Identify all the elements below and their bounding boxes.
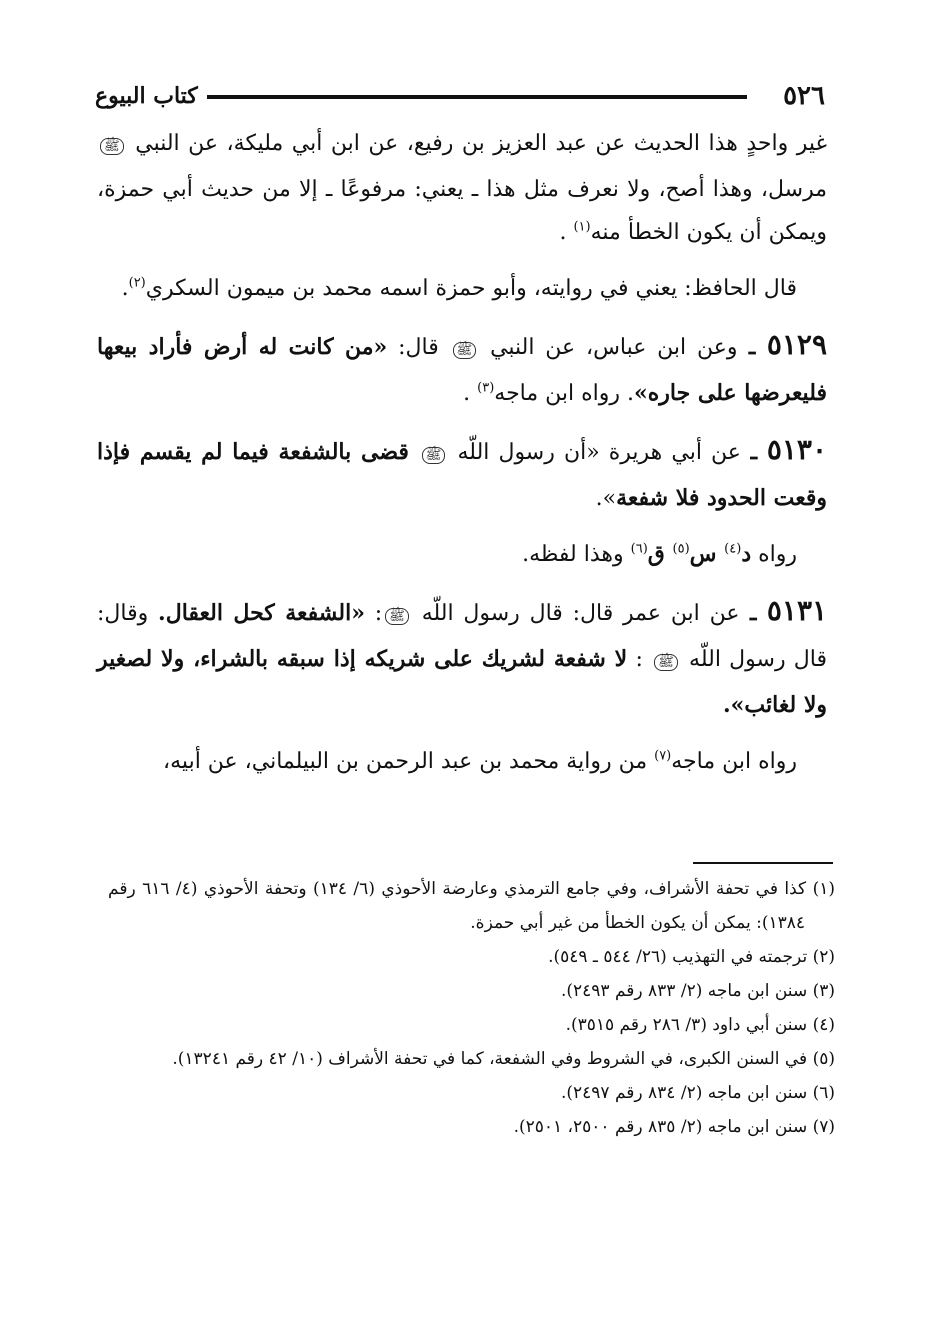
source-prefix: رواه bbox=[751, 542, 797, 567]
source-abu-dawud: د bbox=[741, 541, 752, 567]
hadith-5129-after: . رواه ابن ماجه bbox=[494, 381, 635, 406]
footnote-2: (٢) ترجمته في التهذيب (٢٦/ ٥٤٤ ـ ٥٤٩). bbox=[548, 947, 835, 967]
hadith-5129-quote: «من كانت له أرض فأراد بيعها فليعرضها على جاره» bbox=[97, 334, 827, 406]
source-nasai: س bbox=[689, 541, 725, 567]
hadith-5131 bbox=[97, 589, 827, 727]
hadith-5130-source bbox=[97, 533, 827, 576]
p1-text-before: غير واحدٍ هذا الحديث عن عبد العزيز بن رفيع، عن ابن أبي مليكة، عن النبي bbox=[135, 131, 827, 156]
footnote-ref-7[interactable]: (٧) bbox=[654, 748, 672, 764]
footnote-6: (٦) سنن ابن ماجه (٢/ ٨٣٤ رقم ٢٤٩٧). bbox=[560, 1083, 835, 1103]
footnote-ref-3[interactable]: (٣) bbox=[477, 380, 495, 396]
footnote-ref-2[interactable]: (٢) bbox=[128, 275, 146, 291]
hadith-5131-quote-1: «الشفعة كحل العقال. bbox=[158, 600, 365, 626]
footnote-ref-5[interactable]: (٥) bbox=[672, 541, 690, 557]
footnote-4: (٤) سنن أبي داود (٣/ ٢٨٦ رقم ٣٥١٥). bbox=[565, 1015, 835, 1035]
hadith-5131-colon: : bbox=[364, 601, 383, 626]
hadith-5130-before: عن أبي هريرة «أن رسول اللّه bbox=[457, 440, 741, 465]
paragraph-2 bbox=[97, 267, 827, 310]
paragraph-last bbox=[97, 740, 827, 783]
hadith-5130-quote: قضى بالشفعة فيما لم يقسم فإذا وقعت الحدود فلا شفعة bbox=[97, 439, 827, 511]
hadith-5131-colon-2: : bbox=[627, 647, 652, 672]
page-header bbox=[95, 78, 825, 118]
hadith-number: ٥١٢٩ bbox=[766, 328, 827, 361]
p1-text-after: مرسل، وهذا أصح، ولا نعرف مثل هذا ـ يعني: مرفوعًا ـ إلا من حديث أبي حمزة، ويمكن أن يكون الخطأ منه bbox=[97, 177, 827, 245]
hadith-dash: ـ bbox=[739, 600, 767, 626]
honorific-icon: ﷺ bbox=[100, 138, 124, 155]
footnote-1: (١) كذا في تحفة الأشراف، وفي جامع الترمذي وعارضة الأحوذي (٦/ ١٣٤) وتحفة الأحوذي (٤/ ٦١٦ رقم ١٣٨٤): يمكن أن يكون الخطأ من غير أبي حمزة. bbox=[108, 879, 835, 933]
hadith-dash: ـ bbox=[740, 439, 767, 465]
paragraph-1 bbox=[97, 122, 827, 254]
footnote-ref-6[interactable]: (٦) bbox=[630, 541, 648, 557]
footnote-7: (٧) سنن ابن ماجه (٢/ ٨٣٥ رقم ٢٥٠٠، ٢٥٠١). bbox=[513, 1117, 835, 1137]
p1-end: . bbox=[559, 220, 574, 245]
header-rule bbox=[207, 95, 747, 99]
honorific-icon: ﷺ bbox=[654, 654, 678, 671]
footnote-3: (٣) سنن ابن ماجه (٢/ ٨٣٣ رقم ٢٤٩٣). bbox=[560, 981, 835, 1001]
footnote-ref-1[interactable]: (١) bbox=[573, 219, 591, 235]
honorific-icon: ﷺ bbox=[453, 342, 477, 359]
hadith-5131-said-2: وقال: قال رسول اللّه bbox=[97, 601, 827, 672]
p2-text: قال الحافظ: يعني في روايته، وأبو حمزة اسمه محمد بن ميمون السكري bbox=[145, 276, 797, 301]
hadith-5129 bbox=[97, 323, 827, 415]
footnote-5: (٥) في السنن الكبرى، في الشروط وفي الشفعة، كما في تحفة الأشراف (١٠/ ٤٢ رقم ١٣٢٤١). bbox=[172, 1049, 835, 1069]
book-title: كتاب البيوع bbox=[95, 83, 198, 109]
p2-end: . bbox=[121, 276, 129, 301]
footnote-separator bbox=[693, 862, 833, 864]
page-number: ٥٢٦ bbox=[783, 81, 825, 111]
source-suffix: وهذا لفظه. bbox=[522, 542, 631, 567]
hadith-dash: ـ bbox=[737, 334, 767, 360]
main-text bbox=[97, 122, 827, 783]
source-ibn-majah: ق bbox=[647, 541, 673, 567]
p-last-before: رواه ابن ماجه bbox=[671, 749, 797, 774]
hadith-number: ٥١٣٠ bbox=[766, 433, 827, 466]
honorific-icon: ﷺ bbox=[385, 608, 409, 625]
hadith-number: ٥١٣١ bbox=[766, 594, 828, 627]
hadith-5131-quote-2: لا شفعة لشريك على شريكه إذا سبقه بالشراء، ولا لصغير ولا لغائب bbox=[97, 646, 827, 718]
hadith-5129-said: قال: bbox=[387, 335, 450, 360]
hadith-5131-before: عن ابن عمر قال: قال رسول اللّه bbox=[421, 601, 740, 626]
hadith-5131-end: ». bbox=[723, 692, 745, 718]
hadith-5129-before: وعن ابن عباس، عن النبي bbox=[490, 335, 738, 360]
p-last-after: من رواية محمد بن عبد الرحمن بن البيلماني، عن أبيه، bbox=[163, 749, 655, 774]
hadith-5130-end: ». bbox=[595, 486, 617, 511]
hadith-5129-end: . bbox=[463, 381, 478, 406]
honorific-icon: ﷺ bbox=[422, 447, 446, 464]
hadith-5130 bbox=[97, 428, 827, 520]
footnote-ref-4[interactable]: (٤) bbox=[724, 541, 742, 557]
footnotes bbox=[108, 872, 835, 1144]
